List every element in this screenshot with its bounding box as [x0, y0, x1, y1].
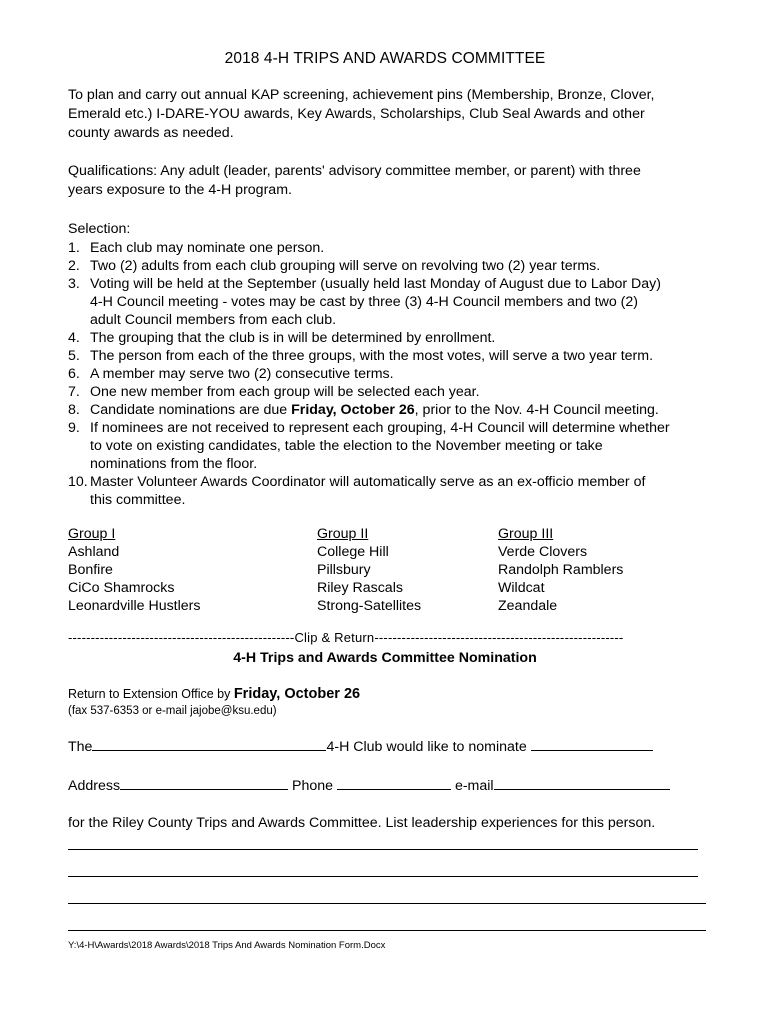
contact-row: Address Phone e-mail	[68, 775, 670, 794]
group-column-2	[317, 525, 421, 615]
club-name: Wildcat	[498, 580, 545, 596]
purpose-line: county awards as needed.	[68, 125, 234, 141]
group-column-1	[68, 525, 200, 615]
phone-field[interactable]	[337, 775, 451, 790]
selection-list	[68, 239, 670, 509]
qualifications-line: years exposure to the 4-H program.	[68, 182, 292, 198]
return-deadline: Friday, October 26	[233, 686, 361, 702]
leadership-line-3[interactable]	[68, 903, 706, 904]
qualifications-line: Qualifications: Any adult (leader, parents' advisory committee member, or parent) with three	[68, 163, 641, 179]
purpose-paragraph	[68, 86, 654, 143]
list-item: 5. The person from each of the three groups, with the most votes, will serve a two year term.	[68, 348, 654, 364]
list-item: 4. The grouping that the club is in will be determined by enrollment.	[68, 330, 496, 346]
committee-line: for the Riley County Trips and Awards Committee. List leadership experiences for this person.	[68, 815, 656, 831]
leadership-line-2[interactable]	[68, 876, 698, 877]
group-heading: Group II	[317, 526, 369, 542]
contact-info: (fax 537-6353 or e-mail jajobe@ksu.edu)	[68, 705, 277, 717]
form-heading: 4-H Trips and Awards Committee Nomination	[233, 650, 537, 666]
club-name: CiCo Shamrocks	[68, 580, 175, 596]
group-heading: Group I	[68, 526, 116, 542]
leadership-line-1[interactable]	[68, 849, 698, 850]
page-title: 2018 4-H TRIPS AND AWARDS COMMITTEE	[224, 50, 546, 67]
list-item: 10. Master Volunteer Awards Coordinator will automatically serve as an ex-officio member of this committee.	[68, 474, 646, 508]
file-path-footer: Y:\4-H\Awards\2018 Awards\2018 Trips And Awards Nomination Form.Docx	[68, 940, 386, 951]
club-name: Randolph Ramblers	[498, 562, 624, 578]
purpose-line: Emerald etc.) I-DARE-YOU awards, Key Awards, Scholarships, Club Seal Awards and other	[68, 106, 645, 122]
list-item: 8. Candidate nominations are due Friday, October 26, prior to the Nov. 4-H Council meeting.	[68, 402, 659, 418]
address-field[interactable]	[120, 775, 288, 790]
club-name: Riley Rascals	[317, 580, 403, 596]
leadership-line-4[interactable]	[68, 930, 706, 931]
club-name: Bonfire	[68, 562, 113, 578]
list-item: 7. One new member from each group will be selected each year.	[68, 384, 480, 400]
group-heading: Group III	[498, 526, 554, 542]
nomination-deadline: Friday, October 26	[291, 402, 415, 418]
club-name: Ashland	[68, 544, 120, 560]
purpose-line: To plan and carry out annual KAP screening, achievement pins (Membership, Bronze, Clover,	[68, 87, 655, 103]
club-name-field[interactable]	[92, 736, 326, 751]
list-item: 9. If nominees are not received to represent each grouping, 4-H Council will determine whether to vote on existing candidates, table the election to the November meeting or take nominations from the floor.	[68, 420, 670, 472]
club-name: Zeandale	[498, 598, 558, 614]
club-name: Leonardville Hustlers	[68, 598, 201, 614]
clip-and-return-line: --------------------------------------------------Clip & Return-------------------------------------------------------	[68, 630, 624, 645]
club-name: Verde Clovers	[498, 544, 588, 560]
list-item: 3. Voting will be held at the September (usually held last Monday of August due to Labor Day) 4-H Council meeting - votes may be cast by three (3) 4-H Council members and two (2) adult Council members from each club.	[68, 276, 661, 328]
list-item: 6. A member may serve two (2) consecutive terms.	[68, 366, 394, 382]
club-name: Strong-Satellites	[317, 598, 422, 614]
nomination-row: The 4-H Club would like to nominate	[68, 736, 653, 755]
nominee-field[interactable]	[531, 736, 653, 751]
qualifications-paragraph	[68, 162, 641, 200]
list-item: 1. Each club may nominate one person.	[68, 240, 325, 256]
selection-heading: Selection:	[68, 221, 131, 237]
club-name: Pillsbury	[317, 562, 371, 578]
return-instruction: Return to Extension Office by Friday, October 26	[68, 686, 361, 702]
email-field[interactable]	[494, 775, 670, 790]
list-item: 2. Two (2) adults from each club grouping will serve on revolving two (2) year terms.	[68, 258, 601, 274]
group-column-3	[498, 525, 623, 615]
club-name: College Hill	[317, 544, 389, 560]
